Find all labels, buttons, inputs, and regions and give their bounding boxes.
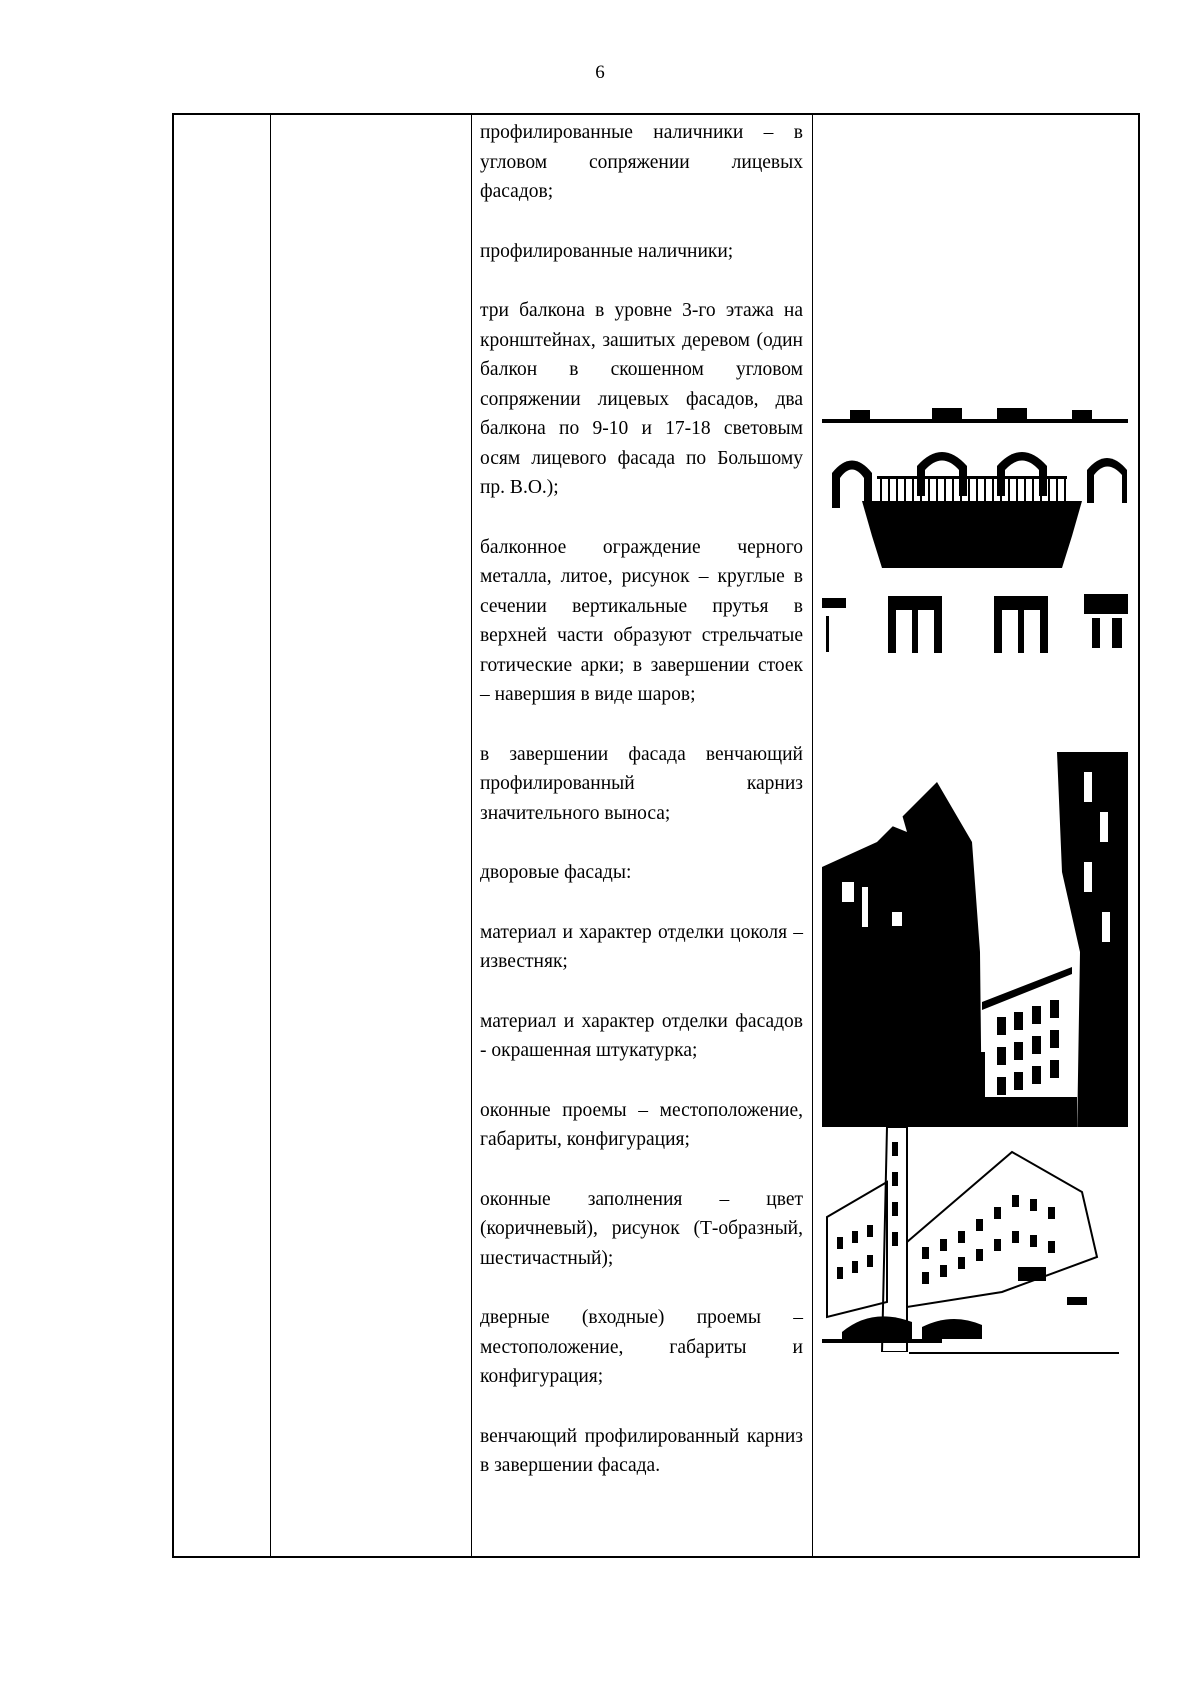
- description-paragraph: оконные заполнения – цвет (коричневый), рисунок (Т-образный, шестичастный);: [480, 1188, 803, 1269]
- description-paragraph: дворовые фасады:: [480, 862, 632, 883]
- balcony-facade-photo: [822, 298, 1128, 653]
- description-paragraph: материал и характер отделки фасадов - окрашенная штукатурка;: [480, 1010, 803, 1061]
- courtyard-wide-photo: [822, 1127, 1128, 1352]
- monument-table: [172, 113, 1140, 1558]
- description-paragraph: три балкона в уровне 3-го этажа на кронштейнах, зашитых деревом (один балкон в скошенном угловом сопряжении лицевых фасадов, два балкона по 9-10 и 17-18 световым осям лицевого фасада по Большому пр. В.О.);: [480, 300, 803, 498]
- description-paragraph: балконное ограждение черного металла, литое, рисунок – круглые в сечении вертикальные прутья в верхней части образуют стрельчатые готические арки; в завершении стоек – навершия в виде шаров;: [480, 536, 803, 705]
- description-paragraph: оконные проемы – местоположение, габариты, конфигурация;: [480, 1099, 803, 1150]
- column-divider-3: [812, 115, 813, 1556]
- page-number: 6: [595, 62, 605, 83]
- courtyard-facade-photo: [822, 752, 1128, 1137]
- description-paragraph: венчающий профилированный карниз в завершении фасада.: [480, 1425, 803, 1476]
- description-cell: [480, 118, 803, 1481]
- description-paragraph: материал и характер отделки цоколя – известняк;: [480, 921, 803, 972]
- description-paragraph: дверные (входные) проемы – местоположение, габариты и конфигурация;: [480, 1307, 803, 1387]
- description-paragraph: профилированные наличники – в угловом сопряжении лицевых фасадов;: [480, 122, 803, 202]
- column-divider-2: [471, 115, 472, 1556]
- column-divider-1: [270, 115, 271, 1556]
- description-paragraph: профилированные наличники;: [480, 240, 734, 262]
- description-paragraph: в завершении фасада венчающий профилированный карниз значительного выноса;: [480, 743, 803, 824]
- photo-underline: [909, 1352, 1119, 1354]
